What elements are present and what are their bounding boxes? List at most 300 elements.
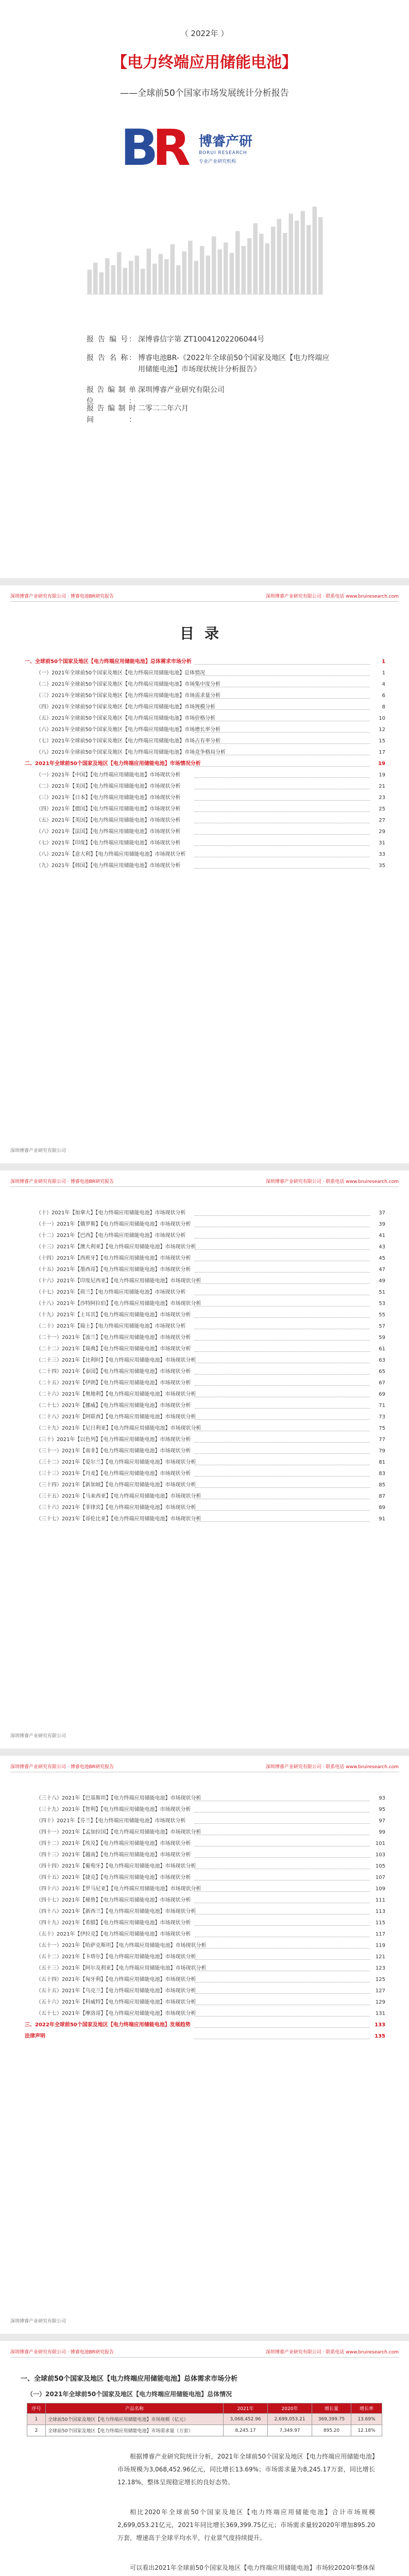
toc-entry[interactable]	[25, 1366, 385, 1378]
chart-bar	[194, 261, 199, 294]
toc-entry[interactable]	[25, 1929, 385, 1940]
toc-leader-dots	[195, 1521, 370, 1522]
toc-leader-dots	[195, 1385, 370, 1386]
toc-entry-title: （九）2021年【韩国】【电力终端应用储能电池】市场现状分析	[36, 863, 181, 869]
info-value: 博睿电池BR-《2022年全球前50个国家及地区【电力终端应用储能电池】市场现状统计分析报告》	[138, 354, 330, 374]
toc-entry-page: 97	[377, 1816, 385, 1827]
toc-entry-page: 91	[377, 1514, 385, 1525]
toc-entry[interactable]	[25, 1378, 385, 1389]
toc-entry[interactable]	[25, 2020, 385, 2031]
toc-entry-page: 107	[373, 1872, 385, 1884]
toc-entry[interactable]	[25, 1884, 385, 1895]
toc-entry[interactable]	[25, 1952, 385, 1963]
table-header-cell: 序号	[27, 2403, 46, 2414]
toc-entry-page: 31	[377, 838, 385, 849]
toc-entry[interactable]	[25, 815, 385, 826]
toc-entry-page: 43	[377, 1242, 385, 1253]
toc-entry[interactable]	[25, 781, 385, 792]
toc-leader-dots	[195, 1340, 370, 1341]
toc-entry[interactable]	[25, 1276, 385, 1287]
toc-entry-title: （十二）2021年【巴西】【电力终端应用储能电池】市场现状分析	[36, 1233, 186, 1239]
toc-leader-dots	[195, 1442, 370, 1443]
toc-entry-title: （五十五）2021年【乌克兰】【电力终端应用储能电池】市场现状分析	[36, 1988, 196, 1994]
toc-entry-title: （三十五）2021年【马来西亚】【电力终端应用储能电池】市场现状分析	[36, 1494, 201, 1499]
cover-subtitle: ——全球前50个国家市场发展统计分析报告	[120, 88, 289, 98]
toc-entry-page: 131	[373, 2008, 385, 2020]
toc-entry-title: （二十一）2021年【波兰】【电力终端应用储能电池】市场现状分析	[36, 1335, 191, 1341]
toc-entry-title: （二十六）2021年【奥地利】【电力终端应用储能电池】市场现状分析	[36, 1392, 196, 1397]
toc-entry-title: （七）2021年全球前50个国家及地区【电力终端应用储能电池】市场占有率分析	[36, 738, 221, 744]
info-value: 二零二二年六月	[138, 404, 189, 413]
toc-leader-dots	[195, 1351, 370, 1352]
toc-entry-title: （三十一）2021年【南非】【电力终端应用储能电池】市场现状分析	[36, 1448, 191, 1454]
toc-entry-title: （六）2021年全球前50个国家及地区【电力终端应用储能电池】市场增长率分析	[36, 727, 221, 733]
chart-bar	[99, 273, 104, 295]
chart-bar	[289, 214, 294, 294]
toc-entry-title: （八）2021年全球前50个国家及地区【电力终端应用储能电池】市场竞争格局分析	[36, 750, 226, 755]
toc-entry-page: 61	[377, 1344, 385, 1355]
toc-leader-dots	[195, 709, 370, 710]
toc-entry[interactable]	[25, 2031, 385, 2042]
toc-entry-page: 125	[373, 1974, 385, 1986]
toc-entry[interactable]	[25, 1963, 385, 1974]
toc-entry-title: 法律声明	[25, 2033, 45, 2039]
toc-entry-title: （五十一）2021年【哈萨克斯坦】【电力终端应用储能电池】市场现状分析	[36, 1943, 207, 1948]
toc-entry-page: 101	[373, 1838, 385, 1850]
toc-entry-page: 8	[380, 702, 385, 713]
toc-entry-page: 99	[377, 1827, 385, 1838]
toc-entry-title: （二十三）2021年【比利时】【电力终端应用储能电池】市场现状分析	[36, 1358, 196, 1363]
toc-entry[interactable]	[25, 1918, 385, 1929]
table-cell: 2	[27, 2425, 46, 2436]
table-cell: 12.18%	[351, 2425, 382, 2436]
chart-bar	[318, 217, 323, 294]
toc-entry-page: 53	[377, 1298, 385, 1310]
toc-entry-page: 111	[373, 1895, 385, 1906]
table-header-row	[27, 2403, 382, 2414]
chart-bar	[111, 265, 116, 294]
info-key: 报 告 名 称：	[87, 354, 136, 362]
toc-entry[interactable]	[25, 736, 385, 747]
toc-entry-page: 103	[373, 1850, 385, 1861]
toc-entry[interactable]	[25, 1208, 385, 1219]
content-page-1	[0, 2341, 409, 2576]
toc-entry-page: 75	[377, 1423, 385, 1434]
toc-entry[interactable]	[25, 1793, 385, 1804]
toc-entry-page: 113	[373, 1906, 385, 1918]
toc-entry-title: （一）2021年【中国】【电力终端应用储能电池】市场现状分析	[36, 772, 181, 778]
chart-bar	[105, 258, 110, 294]
toc-entry-title: （十）2021年【加拿大】【电力终端应用储能电池】市场现状分析	[36, 1210, 186, 1216]
toc-entry-page: 95	[377, 1804, 385, 1816]
toc-entry[interactable]	[25, 1514, 385, 1525]
toc-entry-title: （二十九）2021年【尼日利亚】【电力终端应用储能电池】市场现状分析	[36, 1426, 201, 1431]
toc-entry-title: （五）2021年【英国】【电力终端应用储能电池】市场现状分析	[36, 818, 181, 823]
toc-entry-title: （四十）2021年【芬兰】【电力终端应用储能电池】市场现状分析	[36, 1818, 186, 1824]
toc-entry-page: 35	[377, 860, 385, 872]
toc-entry-page: 69	[377, 1389, 385, 1400]
toc-leader-dots	[195, 1510, 370, 1511]
toc-entry[interactable]	[25, 1502, 385, 1514]
toc-entry-page: 33	[377, 849, 385, 860]
logo-chinese-name: 博睿产研	[199, 134, 253, 149]
toc-entry-page: 47	[377, 1264, 385, 1276]
toc-entry-page: 39	[377, 1219, 385, 1230]
page-gap	[0, 578, 409, 585]
page-header	[10, 2348, 399, 2358]
cover-info-row-0	[87, 334, 334, 345]
toc-entry-title: （五）2021年全球前50个国家及地区【电力终端应用储能电池】市场价格分析	[36, 716, 216, 721]
toc-entry-page: 135	[372, 2031, 385, 2042]
toc-entry-title: （五十四）2021年【匈牙利】【电力终端应用储能电池】市场现状分析	[36, 1977, 196, 1982]
chart-bar	[224, 243, 228, 294]
chart-bar	[200, 246, 204, 295]
toc-leader-dots	[195, 1487, 370, 1488]
toc-entry-page: 65	[377, 1366, 385, 1378]
toc-entry-title: （三十八）2021年【巴基斯坦】【电力终端应用储能电池】市场现状分析	[36, 1795, 201, 1801]
toc-entry[interactable]	[25, 860, 385, 872]
toc-leader-dots	[195, 1408, 370, 1409]
chart-bar	[235, 231, 240, 294]
toc-entry-title: （五十三）2021年【阿尔及利亚】【电力终端应用储能电池】市场现状分析	[36, 1965, 207, 1971]
chart-bar	[88, 269, 92, 294]
toc-entry[interactable]	[25, 826, 385, 838]
cover-year: （ 2022年 ）	[180, 29, 229, 38]
toc-leader-dots	[195, 1238, 370, 1239]
toc-entry-page: 119	[373, 1940, 385, 1952]
toc-leader-dots	[195, 743, 370, 744]
toc-entry[interactable]	[25, 1400, 385, 1412]
table-cell: 3,068,452.96	[224, 2414, 268, 2425]
toc-entry[interactable]	[25, 1230, 385, 1242]
toc-entry-title: （四十六）2021年【罗马尼亚】【电力终端应用储能电池】市场现状分析	[36, 1886, 201, 1892]
toc-entry-title: （四十三）2021年【越南】【电力终端应用储能电池】市场现状分析	[36, 1852, 191, 1858]
toc-list	[25, 656, 385, 872]
toc-entry[interactable]	[25, 1480, 385, 1491]
toc-page-2	[0, 1171, 409, 1749]
chart-bar	[271, 227, 276, 294]
toc-entry[interactable]	[25, 1491, 385, 1502]
toc-entry-title: （五十二）2021年【卡塔尔】【电力终端应用储能电池】市场现状分析	[36, 1954, 196, 1960]
toc-entry-title: （四十五）2021年【捷克】【电力终端应用储能电池】市场现状分析	[36, 1875, 191, 1880]
toc-entry-page: 29	[377, 826, 385, 838]
chart-bar	[176, 265, 181, 294]
toc-entry-title: （四）2021年全球前50个国家及地区【电力终端应用储能电池】市场规模分析	[36, 704, 216, 710]
logo-letter-b: B	[121, 119, 159, 174]
toc-entry[interactable]	[25, 1344, 385, 1355]
toc-entry[interactable]	[25, 1974, 385, 1986]
toc-entry-page: 105	[373, 1861, 385, 1872]
table-cell: 2,699,053.21	[268, 2414, 312, 2425]
cover-page	[0, 0, 409, 578]
toc-entry-title: （二十七）2021年【挪威】【电力终端应用储能电池】市场现状分析	[36, 1403, 191, 1409]
toc-entry-page: 19	[377, 770, 385, 781]
toc-entry-page: 25	[377, 804, 385, 815]
toc-entry-page: 19	[376, 758, 385, 770]
chart-bar	[141, 269, 145, 294]
toc-entry[interactable]	[25, 1446, 385, 1457]
page-footer	[10, 1732, 399, 1739]
chart-bar	[301, 211, 305, 295]
toc-entry-title: （十四）2021年【西班牙】【电力终端应用储能电池】市场现状分析	[36, 1256, 191, 1261]
table-cell: 895.20	[312, 2425, 351, 2436]
cover-decorative-chart	[87, 202, 323, 295]
toc-entry-title: 一、全球前50个国家及地区【电力终端应用储能电池】总体需求市场分析	[25, 659, 192, 665]
toc-entry[interactable]	[25, 1816, 385, 1827]
chart-bar	[164, 259, 169, 294]
toc-entry[interactable]	[25, 1423, 385, 1434]
toc-entry[interactable]	[25, 1310, 385, 1321]
toc-entry[interactable]	[25, 1219, 385, 1230]
toc-entry[interactable]	[25, 770, 385, 781]
toc-entry-page: 83	[377, 1468, 385, 1480]
toc-leader-dots	[195, 834, 370, 835]
toc-entry-title: （十一）2021年【俄罗斯】【电力终端应用储能电池】市场现状分析	[36, 1222, 191, 1227]
toc-entry[interactable]	[25, 1298, 385, 1310]
toc-entry[interactable]	[25, 838, 385, 849]
chart-bar	[135, 256, 140, 294]
toc-entry[interactable]	[25, 1468, 385, 1480]
header-left: 深圳博睿产业研究有限公司 · 博睿电池BR研究报告	[10, 1765, 114, 1770]
toc-entry[interactable]	[25, 747, 385, 758]
toc-entry[interactable]	[25, 1986, 385, 1997]
toc-entry[interactable]	[25, 1872, 385, 1884]
toc-entry-page: 10	[377, 713, 385, 724]
toc-entry[interactable]	[25, 1997, 385, 2008]
chart-bar	[182, 251, 187, 294]
table-header-cell: 增长率	[351, 2403, 382, 2414]
toc-entry-title: （八）2021年【意大利】【电力终端应用储能电池】市场现状分析	[36, 852, 186, 857]
chart-bar	[265, 243, 270, 294]
header-left: 深圳博睿产业研究有限公司 · 博睿电池BR研究报告	[10, 2350, 114, 2355]
body-paragraph: 可以看出2021年全球前50个国家及地区【电力终端应用储能电池】市场较2020年整体保	[130, 2564, 375, 2571]
table-cell: 7,349.97	[268, 2425, 312, 2436]
toc-entry[interactable]	[25, 1457, 385, 1468]
toc-entry-title: 三、2022年全球前50个国家及地区【电力终端应用储能电池】发展趋势	[25, 2022, 191, 2028]
header-right: 深圳博睿产业研究有限公司 · 联系电话 www.bruiresearch.com	[265, 1179, 399, 1184]
toc-entry-title: （二）2021年【美国】【电力终端应用储能电池】市场现状分析	[36, 784, 181, 789]
toc-leader-dots	[195, 1857, 370, 1858]
toc-entry-page: 115	[373, 1918, 385, 1929]
toc-entry[interactable]	[25, 804, 385, 815]
chart-bar	[171, 244, 175, 294]
logo-tagline: 专业产业研究机构	[199, 159, 236, 164]
toc-entry[interactable]	[25, 1332, 385, 1344]
toc-entry-title: （五十）2021年【伊拉克】【电力终端应用储能电池】市场现状分析	[36, 1931, 191, 1937]
toc-entry-title: （四十七）2021年【秘鲁】【电力终端应用储能电池】市场现状分析	[36, 1897, 191, 1903]
toc-entry[interactable]	[25, 1389, 385, 1400]
toc-entry-page: 45	[377, 1253, 385, 1264]
toc-entry-page: 67	[377, 1378, 385, 1389]
page-header	[10, 592, 399, 602]
toc-entry-page: 37	[377, 1208, 385, 1219]
toc-entry[interactable]	[25, 1412, 385, 1423]
toc-entry[interactable]	[25, 1940, 385, 1952]
chart-bar	[123, 268, 128, 294]
toc-entry[interactable]	[25, 1827, 385, 1838]
table-cell: 全球前50个国家及地区【电力终端应用储能电池】市场需求量（万套）	[46, 2425, 224, 2436]
toc-entry[interactable]	[25, 1850, 385, 1861]
toc-entry-page: 89	[377, 1502, 385, 1514]
chart-bar	[253, 223, 258, 294]
toc-entry[interactable]	[25, 1321, 385, 1332]
info-value: 深博睿信字第 ZT10041202206044号	[138, 335, 265, 344]
toc-entry-title: （二十四）2021年【泰国】【电力终端应用储能电池】市场现状分析	[36, 1369, 191, 1375]
toc-entry[interactable]	[25, 1264, 385, 1276]
toc-entry[interactable]	[25, 1895, 385, 1906]
logo	[116, 117, 292, 174]
toc-entry[interactable]	[25, 1838, 385, 1850]
toc-leader-dots	[195, 1317, 370, 1318]
toc-entry-title: （十七）2021年【荷兰】【电力终端应用储能电池】市场现状分析	[36, 1290, 186, 1295]
toc-entry[interactable]	[25, 792, 385, 804]
toc-leader-dots	[195, 1453, 370, 1454]
toc-entry[interactable]	[25, 2008, 385, 2020]
toc-entry-page: 109	[373, 1884, 385, 1895]
toc-leader-dots	[195, 1959, 370, 1960]
table-cell: 369,399.75	[312, 2414, 351, 2425]
page-header	[10, 1178, 399, 1187]
toc-entry-page: 1	[380, 656, 385, 668]
chart-bar	[152, 264, 157, 295]
toc-entry-page: 123	[373, 1963, 385, 1974]
toc-entry-title: （二十二）2021年【瑞典】【电力终端应用储能电池】市场现状分析	[36, 1346, 191, 1352]
toc-entry-title: （十六）2021年【印度尼西亚】【电力终端应用储能电池】市场现状分析	[36, 1278, 201, 1284]
toc-entry-page: 85	[377, 1480, 385, 1491]
toc-entry-title: （三）2021年全球前50个国家及地区【电力终端应用储能电池】市场需求量分析	[36, 693, 221, 699]
table-cell: 8,245.17	[224, 2425, 268, 2436]
toc-leader-dots	[195, 732, 370, 733]
toc-entry-page: 57	[377, 1321, 385, 1332]
toc-entry-page: 127	[373, 1986, 385, 1997]
toc-entry[interactable]	[25, 713, 385, 724]
cover-info-row-3	[87, 403, 334, 426]
summary-table	[27, 2403, 382, 2436]
info-key: 报告编制单位：	[87, 386, 136, 405]
table-header-cell: 2020年	[268, 2403, 312, 2414]
page-footer	[10, 1147, 399, 1154]
toc-entry-title: （四十四）2021年【葡萄牙】【电力终端应用储能电池】市场现状分析	[36, 1863, 196, 1869]
header-left: 深圳博睿产业研究有限公司 · 博睿电池BR研究报告	[10, 1179, 114, 1184]
toc-leader-dots	[195, 1283, 370, 1284]
toc-entry[interactable]	[25, 656, 385, 668]
toc-entry-title: （十三）2021年【澳大利亚】【电力终端应用储能电池】市场现状分析	[36, 1244, 196, 1250]
toc-entry-title: （四十九）2021年【希腊】【电力终端应用储能电池】市场现状分析	[36, 1920, 191, 1926]
toc-entry[interactable]	[25, 758, 385, 770]
logo-mark-icon	[116, 117, 194, 174]
chart-bar	[247, 238, 252, 294]
footer-left: 深圳博睿产业研究有限公司	[10, 2319, 66, 2324]
toc-entry-page: 21	[377, 781, 385, 792]
page-header	[10, 1763, 399, 1772]
toc-leader-dots	[195, 2027, 370, 2028]
toc-entry[interactable]	[25, 1804, 385, 1816]
toc-entry-title: （四）2021年【德国】【电力终端应用储能电池】市场现状分析	[36, 806, 181, 812]
chart-bar	[147, 249, 151, 294]
toc-entry-page: 27	[377, 815, 385, 826]
toc-leader-dots	[195, 1823, 370, 1824]
chart-bar	[93, 263, 98, 294]
toc-entry-page: 87	[377, 1491, 385, 1502]
toc-leader-dots	[195, 845, 370, 846]
toc-leader-dots	[195, 868, 370, 869]
toc-entry-title: 二、2021年全球前50个国家及地区【电力终端应用储能电池】市场情况分析	[25, 761, 201, 767]
toc-entry[interactable]	[25, 1355, 385, 1366]
chart-bar	[159, 254, 163, 294]
toc-entry[interactable]	[25, 1434, 385, 1446]
chart-bar	[117, 252, 122, 294]
chart-bar	[188, 241, 193, 294]
chart-bar	[277, 219, 282, 294]
toc-entry-title: （一）2021年全球前50个国家及地区【电力终端应用储能电池】总体情况	[36, 670, 206, 676]
info-key: 报告编制时间：	[87, 404, 136, 424]
toc-entry-title: （四十一）2021年【孟加拉国】【电力终端应用储能电池】市场现状分析	[36, 1829, 201, 1835]
toc-entry[interactable]	[25, 702, 385, 713]
toc-entry-title: （五十六）2021年【科威特】【电力终端应用储能电池】市场现状分析	[36, 1999, 196, 2005]
toc-entry[interactable]	[25, 1242, 385, 1253]
toc-entry-page: 41	[377, 1230, 385, 1242]
toc-entry[interactable]	[25, 1253, 385, 1264]
toc-entry[interactable]	[25, 679, 385, 690]
chart-bar	[283, 233, 287, 294]
chart-bar	[306, 225, 311, 294]
header-left: 深圳博睿产业研究有限公司 · 博睿电池BR研究报告	[10, 594, 114, 599]
toc-page-1	[0, 585, 409, 1163]
toc-entry-page: 133	[372, 2020, 385, 2031]
toc-entry[interactable]	[25, 1861, 385, 1872]
toc-entry-title: （十五）2021年【墨西哥】【电力终端应用储能电池】市场现状分析	[36, 1267, 191, 1273]
toc-entry-page: 17	[377, 747, 385, 758]
toc-list	[25, 1793, 385, 2042]
header-right: 深圳博睿产业研究有限公司 · 联系电话 www.bruiresearch.com	[265, 594, 399, 599]
header-right: 深圳博睿产业研究有限公司 · 联系电话 www.bruiresearch.com	[265, 1765, 399, 1770]
toc-entry[interactable]	[25, 1906, 385, 1918]
toc-entry-page: 63	[377, 1355, 385, 1366]
toc-entry-page: 12	[377, 724, 385, 736]
page-gap	[0, 1749, 409, 1756]
toc-entry[interactable]	[25, 668, 385, 679]
toc-entry[interactable]	[25, 849, 385, 860]
toc-entry[interactable]	[25, 724, 385, 736]
toc-entry-page: 77	[377, 1434, 385, 1446]
toc-leader-dots	[195, 664, 370, 665]
toc-entry-page: 93	[377, 1793, 385, 1804]
table-cell: 全球前50个国家及地区【电力终端应用储能电池】市场规模（亿元）	[46, 2414, 224, 2425]
toc-entry[interactable]	[25, 1287, 385, 1298]
toc-leader-dots	[195, 766, 370, 767]
cover-title: 【电力终端应用储能电池】	[112, 54, 297, 72]
page-gap	[0, 2334, 409, 2341]
table-header-cell: 增长量	[312, 2403, 351, 2414]
chart-bar	[212, 236, 216, 294]
toc-leader-dots	[195, 1215, 370, 1216]
toc-entry-page: 23	[377, 792, 385, 804]
toc-entry-title: （四十八）2021年【新西兰】【电力终端应用储能电池】市场现状分析	[36, 1909, 196, 1914]
toc-leader-dots	[195, 1925, 370, 1926]
toc-entry-page: 51	[377, 1287, 385, 1298]
section-heading: 一、全球前50个国家及地区【电力终端应用储能电池】总体需求市场分析	[21, 2375, 238, 2383]
toc-entry-title: （三十四）2021年【新加坡】【电力终端应用储能电池】市场现状分析	[36, 1482, 196, 1488]
toc-entry-title: （三十七）2021年【哥伦比亚】【电力终端应用储能电池】市场现状分析	[36, 1516, 201, 1522]
toc-entry-page: 71	[377, 1400, 385, 1412]
toc-entry[interactable]	[25, 690, 385, 702]
toc-entry-title: （三十）2021年【以色列】【电力终端应用储能电池】市场现状分析	[36, 1437, 191, 1443]
chart-bar	[218, 249, 223, 294]
toc-entry-title: （二十）2021年【瑞士】【电力终端应用储能电池】市场现状分析	[36, 1324, 186, 1329]
table-header-cell: 2021年	[224, 2403, 268, 2414]
toc-entry-title: （十九）2021年【土耳其】【电力终端应用储能电池】市场现状分析	[36, 1312, 191, 1318]
toc-entry-page: 73	[377, 1412, 385, 1423]
